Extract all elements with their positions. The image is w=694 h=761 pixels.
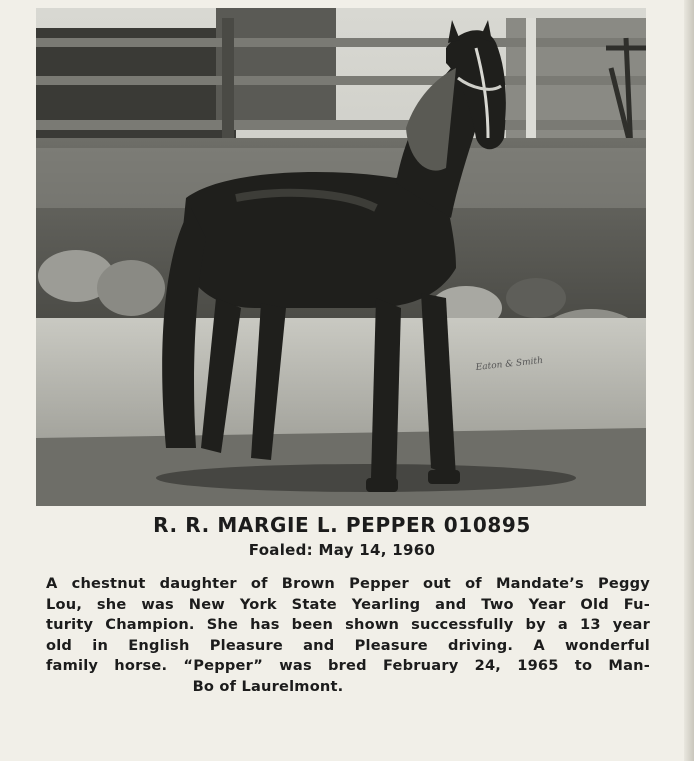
caption: [0, 512, 684, 560]
description-line: A chestnut daughter of Brown Pepper out of Mandate’s Peggy: [46, 575, 650, 592]
horse-photo: [36, 8, 646, 506]
description-line: family horse. “Pepper” was bred February 24, 1965 to Man-: [46, 657, 650, 674]
horse-name-title: R. R. MARGIE L. PEPPER 010895: [153, 513, 531, 537]
description-line: Bo of Laurelmont.: [192, 677, 344, 695]
photo-signature: Eaton & Smith: [475, 355, 544, 373]
page-edge-shadow: [684, 0, 694, 761]
description-line: old in English Pleasure and Pleasure driving. A wonderful: [46, 636, 650, 654]
foaled-date: Foaled: May 14, 1960: [248, 541, 436, 559]
description-paragraph: [46, 574, 650, 697]
description-line: turity Champion. She has been shown successfully by a 13 year: [46, 616, 650, 633]
description-line: Lou, she was New York State Yearling and Two Year Old Fu-: [46, 595, 650, 613]
